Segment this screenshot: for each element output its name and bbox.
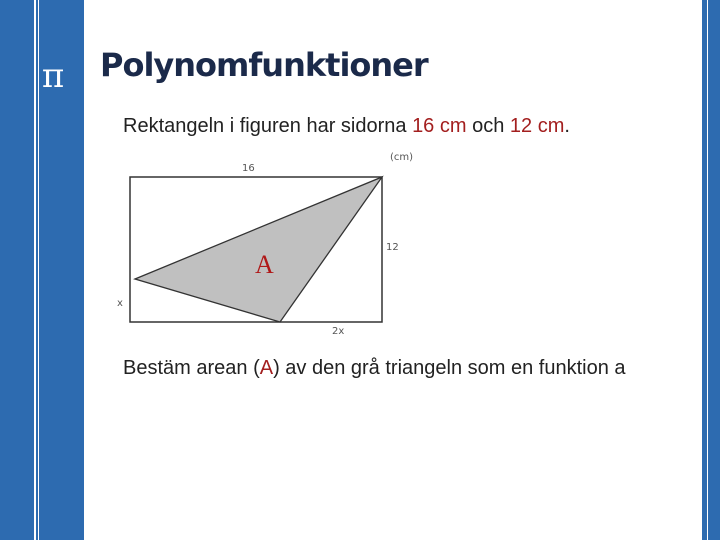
side-length-1: 16 cm bbox=[412, 115, 467, 137]
area-label: A bbox=[255, 250, 274, 279]
sidebar-divider bbox=[34, 0, 36, 540]
left-sidebar bbox=[0, 0, 84, 540]
task-prefix: Bestäm arean ( bbox=[123, 357, 260, 379]
pi-icon: π bbox=[41, 56, 65, 96]
rectangle-triangle-figure bbox=[110, 150, 430, 350]
right-side-label: 12 bbox=[386, 242, 399, 253]
unit-label: (cm) bbox=[390, 152, 414, 163]
slide-title: Polynomfunktioner bbox=[100, 46, 428, 84]
area-variable: A bbox=[259, 357, 274, 379]
right-sidebar bbox=[702, 0, 720, 540]
statement-middle: och bbox=[466, 115, 510, 137]
left-segment-label: x bbox=[117, 298, 123, 309]
task-statement bbox=[123, 357, 702, 380]
top-side-label: 16 bbox=[242, 163, 255, 174]
problem-statement bbox=[123, 115, 570, 138]
task-suffix: ) av den grå triangeln som en funktion a bbox=[273, 357, 626, 379]
right-sidebar-divider bbox=[707, 0, 708, 540]
bottom-segment-label: 2x bbox=[332, 326, 345, 337]
statement-suffix: . bbox=[564, 115, 570, 137]
side-length-2: 12 cm bbox=[509, 115, 565, 137]
sidebar-divider-thin bbox=[38, 0, 39, 540]
statement-prefix: Rektangeln i figuren har sidorna bbox=[123, 115, 413, 137]
